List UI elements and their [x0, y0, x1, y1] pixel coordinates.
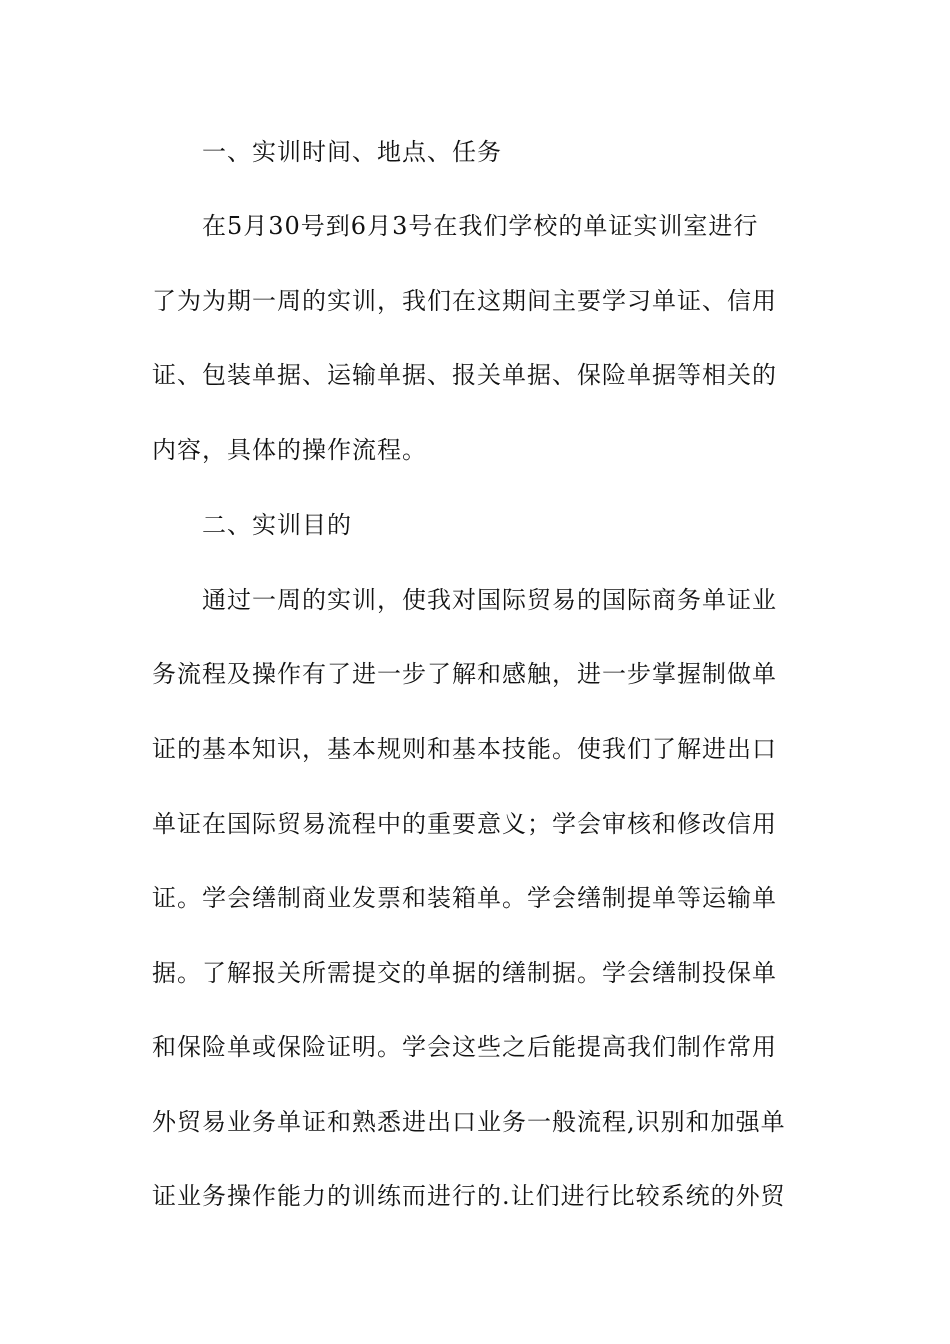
section-heading-2: 二、实训目的: [202, 511, 352, 539]
paragraph-line: 通过一周的实训，使我对国际贸易的国际商务单证业: [202, 586, 777, 614]
paragraph-line: 外贸易业务单证和熟悉进出口业务一般流程,识别和加强单: [152, 1108, 786, 1136]
paragraph-line: 单证在国际贸易流程中的重要意义；学会审核和修改信用: [152, 810, 777, 838]
paragraph-line: 证。学会缮制商业发票和装箱单。学会缮制提单等运输单: [152, 884, 777, 912]
paragraph-line: 内容，具体的操作流程。: [152, 436, 427, 464]
paragraph-line: 证业务操作能力的训练而进行的.让们进行比较系统的外贸: [152, 1182, 786, 1210]
paragraph-line: 在5月30号到6月3号在我们学校的单证实训室进行: [202, 212, 759, 240]
section-heading-1: 一、实训时间、地点、任务: [202, 138, 502, 166]
paragraph-line: 证、包装单据、运输单据、报关单据、保险单据等相关的: [152, 361, 777, 389]
paragraph-line: 和保险单或保险证明。学会这些之后能提高我们制作常用: [152, 1033, 777, 1061]
paragraph-line: 了为为期一周的实训，我们在这期间主要学习单证、信用: [152, 287, 777, 315]
paragraph-line: 务流程及操作有了进一步了解和感触，进一步掌握制做单: [152, 660, 777, 688]
paragraph-line: 据。了解报关所需提交的单据的缮制据。学会缮制投保单: [152, 959, 777, 987]
paragraph-line: 证的基本知识，基本规则和基本技能。使我们了解进出口: [152, 735, 777, 763]
